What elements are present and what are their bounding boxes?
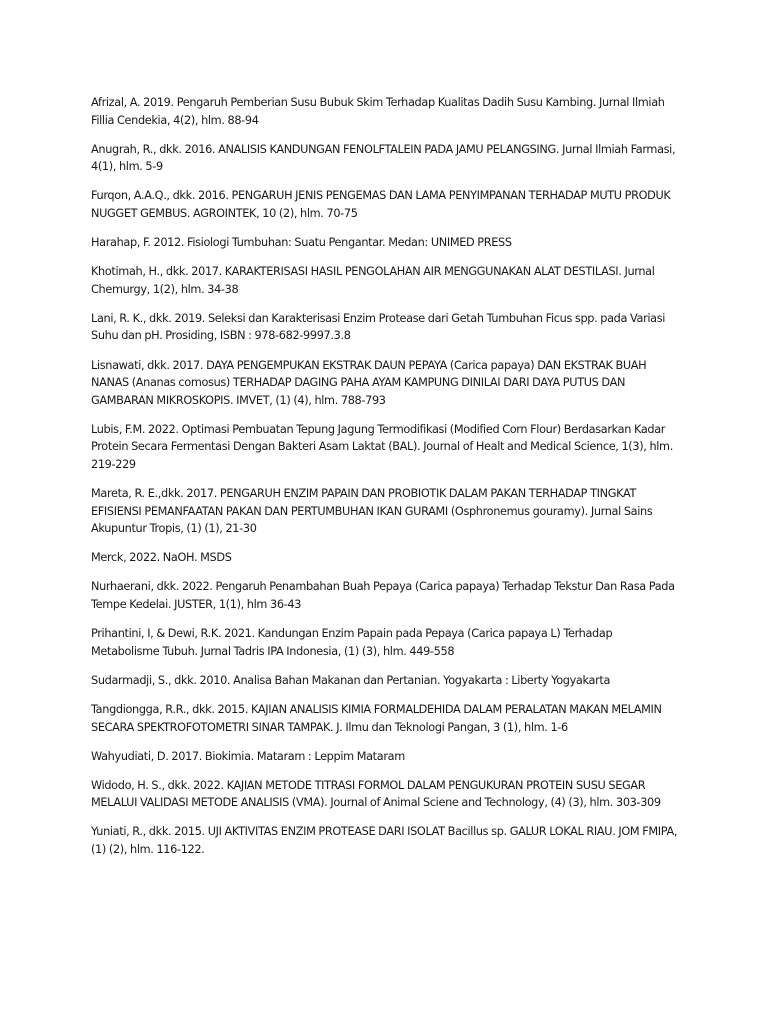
reference-list (91, 94, 681, 870)
reference-entry: Lisnawati, dkk. 2017. DAYA PENGEMPUKAN EKSTRAK DAUN PEPAYA (Carica papaya) DAN EKSTRAK BUAH NANAS (Ananas comosus) TERHADAP DAGING PAHA AYAM KAMPUNG DINILAI DARI DAYA PUTUS DAN GAMBARAN MIKROSKOPIS. IMVET, (1) (4), hlm. 788-793 (91, 358, 647, 407)
reference-entry: Merck, 2022. NaOH. MSDS (91, 551, 232, 565)
reference-entry: Tangdiongga, R.R., dkk. 2015. KAJIAN ANALISIS KIMIA FORMALDEHIDA DALAM PERALATAN MAKAN MELAMIN SECARA SPEKTROFOTOMETRI SINAR TAMPAK. J. Ilmu dan Teknologi Pangan, 3 (1), hlm. 1-6 (91, 702, 662, 734)
reference-entry: Nurhaerani, dkk. 2022. Pengaruh Penambahan Buah Pepaya (Carica papaya) Terhadap Tekstur Dan Rasa Pada Tempe Kedelai. JUSTER, 1(1), hlm 36-43 (91, 580, 675, 612)
reference-entry: Wahyudiati, D. 2017. Biokimia. Mataram : Leppim Mataram (91, 749, 405, 763)
reference-entry: Mareta, R. E.,dkk. 2017. PENGARUH ENZIM PAPAIN DAN PROBIOTIK DALAM PAKAN TERHADAP TINGKAT EFISIENSI PEMANFAATAN PAKAN DAN PERTUMBUHAN IKAN GURAMI (Osphronemus gouramy). Jurnal Sains Akupuntur Tropis, (1) (1), 21-30 (91, 487, 653, 536)
reference-entry: Widodo, H. S., dkk. 2022. KAJIAN METODE TITRASI FORMOL DALAM PENGUKURAN PROTEIN SUSU SEGAR MELALUI VALIDASI METODE ANALISIS (VMA). Journal of Animal Sciene and Technology, (4) (3), hlm. 303-309 (91, 778, 661, 810)
reference-entry: Sudarmadji, S., dkk. 2010. Analisa Bahan Makanan dan Pertanian. Yogyakarta : Liberty Yogyakarta (91, 673, 611, 687)
reference-entry: Khotimah, H., dkk. 2017. KARAKTERISASI HASIL PENGOLAHAN AIR MENGGUNAKAN ALAT DESTILASI. Jurnal Chemurgy, 1(2), hlm. 34-38 (91, 265, 655, 296)
reference-entry: Afrizal, A. 2019. Pengaruh Pemberian Susu Bubuk Skim Terhadap Kualitas Dadih Susu Kambing. Jurnal Ilmiah Fillia Cendekia, 4(2), hlm. 88-94 (91, 96, 665, 127)
reference-entry: Harahap, F. 2012. Fisiologi Tumbuhan: Suatu Pengantar. Medan: UNIMED PRESS (91, 236, 512, 250)
reference-entry: Furqon, A.A.Q., dkk. 2016. PENGARUH JENIS PENGEMAS DAN LAMA PENYIMPANAN TERHADAP MUTU PRODUK NUGGET GEMBUS. AGROINTEK, 10 (2), hlm. 70-75 (91, 189, 671, 220)
reference-entry: Yuniati, R., dkk. 2015. UJI AKTIVITAS ENZIM PROTEASE DARI ISOLAT Bacillus sp. GALUR LOKAL RIAU. JOM FMIPA, (1) (2), hlm. 116-122. (91, 825, 678, 856)
reference-entry: Anugrah, R., dkk. 2016. ANALISIS KANDUNGAN FENOLFTALEIN PADA JAMU PELANGSING. Jurnal Ilmiah Farmasi, 4(1), hlm. 5-9 (91, 142, 676, 174)
reference-entry: Lani, R. K., dkk. 2019. Seleksi dan Karakterisasi Enzim Protease dari Getah Tumbuhan Ficus spp. pada Variasi Suhu dan pH. Prosiding, ISBN : 978-682-9997.3.8 (91, 311, 666, 343)
reference-entry: Prihantini, I, & Dewi, R.K. 2021. Kandungan Enzim Papain pada Pepaya (Carica papaya L) Terhadap Metabolisme Tubuh. Jurnal Tadris IPA Indonesia, (1) (3), hlm. 449-558 (91, 627, 613, 658)
reference-entry: Lubis, F.M. 2022. Optimasi Pembuatan Tepung Jagung Termodifikasi (Modified Corn Flour) Berdasarkan Kadar Protein Secara Fermentasi Dengan Bakteri Asam Laktat (BAL). Journal of Healt and Medical Science, 1(3), hlm. 219-229 (91, 422, 673, 471)
